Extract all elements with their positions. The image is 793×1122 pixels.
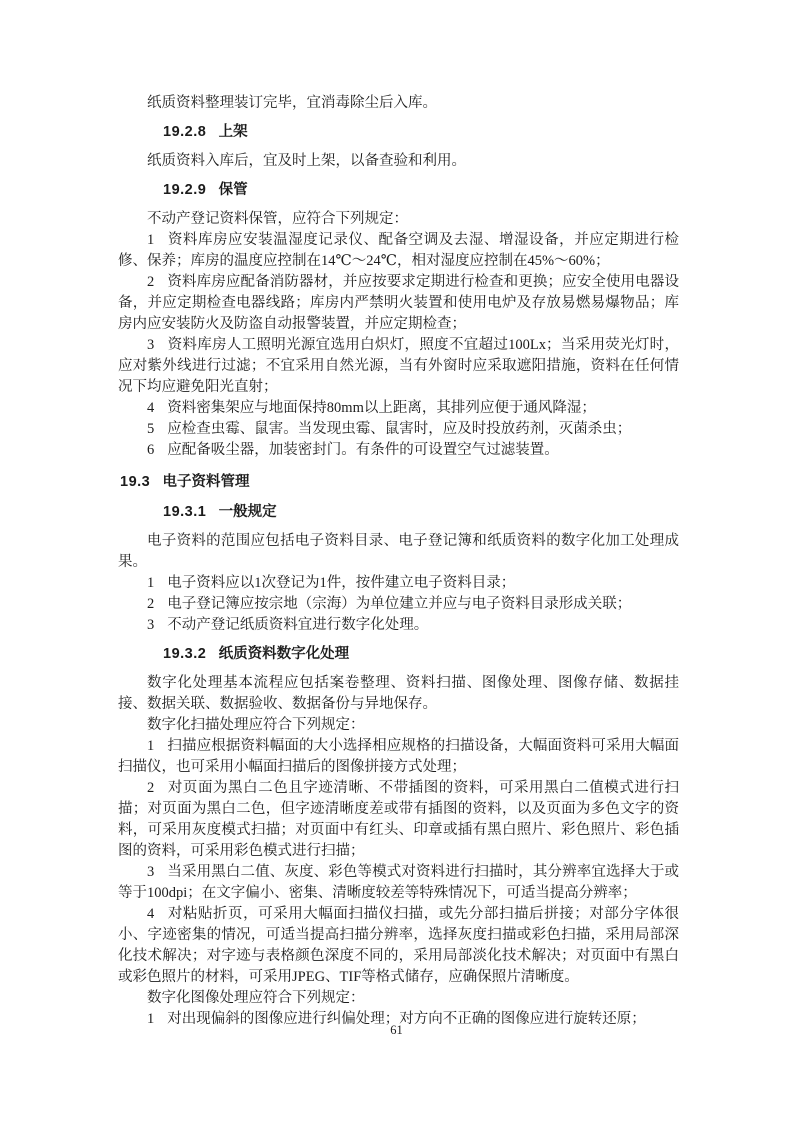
clause-text: 电子登记簿应按宗地（宗海）为单位建立并应与电子资料目录形成关联； xyxy=(167,596,632,612)
clause-number: 2 xyxy=(147,274,155,290)
heading-title: 纸质资料数字化处理 xyxy=(218,646,350,662)
clause-text: 资料密集架应与地面保持80mm以上距离，其排列应便于通风降湿； xyxy=(167,400,596,416)
clause-text: 对粘贴折页，可采用大幅面扫描仪扫描，或先分部扫描后拼接；对部分字体很小、字迹密集的情况，可适当提高扫描分辨率，选择灰度扫描或彩色扫描，采用局部深化技术解决；对字迹与表格颜色深度不同的，采用局部淡化技术解决；对页面中有黑白或彩色照片的材料，可采用JPEG、TIF等格式储存，应确保照片清晰度。 xyxy=(118,906,679,985)
subsection-heading xyxy=(118,644,679,665)
numbered-clause xyxy=(118,573,679,594)
clause-text: 资料库房应安装温湿度记录仪、配备空调及去湿、增湿设备，并应定期进行检修、保养；库房的温度应控制在14℃～24℃，相对湿度应控制在45%～60%； xyxy=(118,232,679,269)
paragraph: 数字化处理基本流程应包括案卷整理、资料扫描、图像处理、图像存储、数据挂接、数据关联、数据验收、数据备份与异地保存。 xyxy=(118,675,679,712)
section-heading xyxy=(118,472,679,493)
numbered-clause xyxy=(118,736,679,778)
clause-text: 扫描应根据资料幅面的大小选择相应规格的扫描设备，大幅面资料可采用大幅面扫描仪，也可采用小幅面扫描后的图像拼接方式处理； xyxy=(118,738,679,775)
heading-number: 19.3 xyxy=(120,474,151,490)
numbered-clause xyxy=(118,594,679,615)
subsection-heading xyxy=(118,502,679,523)
page-number: 61 xyxy=(390,1023,403,1037)
clause-number: 5 xyxy=(147,421,155,437)
heading-number: 19.2.9 xyxy=(163,182,207,198)
clause-text: 对页面为黑白二色且字迹清晰、不带插图的资料，可采用黑白二值模式进行扫描；对页面为黑白二色，但字迹清晰度差或带有插图的资料，以及页面为多色文字的资料，可采用灰度模式扫描；对页面中有红头、印章或插有黑白照片、彩色照片、彩色插图的资料，可采用彩色模式进行扫描； xyxy=(118,780,679,859)
clause-text: 资料库房应配备消防器材，并应按要求定期进行检查和更换；应安全使用电器设备，并应定期检查电器线路；库房内严禁明火装置和使用电炉及存放易燃易爆物品；库房内应安装防火及防盗自动报警装置，并应定期检查； xyxy=(118,274,679,332)
clause-number: 4 xyxy=(147,400,155,416)
heading-number: 19.3.1 xyxy=(163,504,207,520)
clause-text: 对出现偏斜的图像应进行纠偏处理；对方向不正确的图像应进行旋转还原； xyxy=(167,1011,646,1027)
clause-text: 应配备吸尘器，加装密封门。有条件的可设置空气过滤装置。 xyxy=(167,442,559,458)
paragraph: 数字化图像处理应符合下列规定： xyxy=(147,990,365,1006)
paragraph: 电子资料的范围应包括电子资料目录、电子登记簿和纸质资料的数字化加工处理成果。 xyxy=(118,533,679,570)
subsection-heading xyxy=(118,122,679,143)
clause-number: 3 xyxy=(147,337,155,353)
paragraph: 纸质资料整理装订完毕，宜消毒除尘后入库。 xyxy=(147,95,437,111)
clause-number: 1 xyxy=(147,738,155,754)
subsection-heading xyxy=(118,180,679,201)
heading-title: 上架 xyxy=(218,124,248,140)
heading-number: 19.2.8 xyxy=(163,124,207,140)
numbered-clause xyxy=(118,419,679,440)
clause-text: 电子资料应以1次登记为1件，按件建立电子资料目录； xyxy=(167,575,516,591)
clause-number: 6 xyxy=(147,442,155,458)
paragraph: 纸质资料入库后，宜及时上架，以备查验和利用。 xyxy=(147,153,466,169)
heading-title: 电子资料管理 xyxy=(162,474,250,490)
numbered-clause xyxy=(118,440,679,461)
paragraph: 数字化扫描处理应符合下列规定： xyxy=(147,717,365,733)
numbered-clause xyxy=(118,272,679,335)
document-body xyxy=(118,93,679,1030)
clause-number: 3 xyxy=(147,617,155,633)
clause-number: 2 xyxy=(147,780,155,796)
clause-text: 当采用黑白二值、灰度、彩色等模式对资料进行扫描时，其分辨率宜选择大于或等于100dpi；在文字偏小、密集、清晰度较差等特殊情况下，可适当提高分辨率； xyxy=(118,864,679,901)
heading-title: 一般规定 xyxy=(218,504,277,520)
clause-number: 1 xyxy=(147,575,155,591)
heading-number: 19.3.2 xyxy=(163,646,207,662)
clause-text: 不动产登记纸质资料宜进行数字化处理。 xyxy=(167,617,429,633)
numbered-clause xyxy=(118,862,679,904)
clause-text: 应检查虫霉、鼠害。当发现虫霉、鼠害时，应及时投放药剂，灭菌杀虫； xyxy=(167,421,632,437)
clause-text: 资料库房人工照明光源宜选用白炽灯，照度不宜超过100Lx；当采用荧光灯时，应对紫外线进行过滤；不宜采用自然光源，当有外窗时应采取遮阳措施，资料在任何情况下均应避免阳光直射； xyxy=(118,337,679,395)
numbered-clause xyxy=(118,615,679,636)
clause-number: 2 xyxy=(147,596,155,612)
numbered-clause xyxy=(118,335,679,398)
numbered-clause xyxy=(118,230,679,272)
numbered-clause xyxy=(118,904,679,988)
heading-title: 保管 xyxy=(218,182,248,198)
clause-number: 4 xyxy=(147,906,155,922)
clause-number: 1 xyxy=(147,232,155,248)
clause-number: 1 xyxy=(147,1011,155,1027)
clause-number: 3 xyxy=(147,864,155,880)
paragraph: 不动产登记资料保管，应符合下列规定： xyxy=(147,211,408,227)
numbered-clause xyxy=(118,398,679,419)
numbered-clause xyxy=(118,778,679,862)
